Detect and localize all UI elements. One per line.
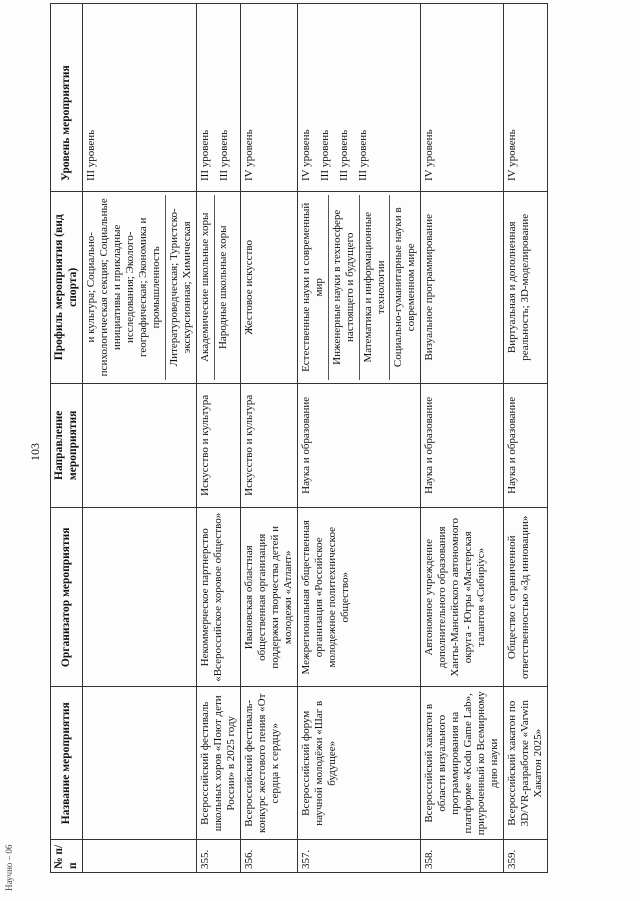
- row-number: 359.: [504, 840, 548, 873]
- profile-cell: [240, 191, 297, 383]
- table-row: [196, 4, 240, 873]
- row-number: 355.: [196, 840, 240, 873]
- level-item: IV уровень: [299, 129, 312, 181]
- table-row: [504, 4, 548, 873]
- table-header-row: [51, 4, 83, 873]
- profile-item: Социально-гуманитарные науки в современном мире: [389, 195, 418, 380]
- row-number: 358.: [421, 840, 504, 873]
- header-direction: Направление мероприятия: [51, 383, 83, 507]
- profile-cell: [421, 191, 504, 383]
- event-direction: Искусство и культура: [240, 383, 297, 507]
- event-direction: Наука и образование: [421, 383, 504, 507]
- level-item: IV уровень: [506, 129, 519, 181]
- profile-cell: [504, 191, 548, 383]
- event-direction: Наука и образование: [297, 383, 421, 507]
- header-num: № п/п: [51, 840, 83, 873]
- level-cell: [83, 4, 197, 192]
- level-item: IV уровень: [423, 129, 436, 181]
- profile-item: Инженерные науки в техносфере настоящего и будущего: [328, 195, 357, 380]
- level-item: III уровень: [217, 129, 230, 181]
- profile-item: Литературоведческая; Туристско-экскурсионная; Химическая: [165, 195, 194, 380]
- level-cell: [421, 4, 504, 192]
- event-name: Всероссийский форум научной молодёжи «Шаг в будущее»: [297, 687, 421, 840]
- profile-item: Жестовое искусство: [242, 240, 255, 335]
- level-item: III уровень: [198, 129, 211, 181]
- profile-cell: [297, 191, 421, 383]
- profile-item: Академические школьные хоры: [198, 212, 211, 362]
- event-organizer: Межрегиональная общественная организация «Российское молодежное политехническое общество»: [297, 508, 421, 687]
- event-name: Всероссийский фестиваль-конкурс жестового пения «От сердца к сердцу»: [240, 687, 297, 840]
- table-row: [421, 4, 504, 873]
- level-cell: [240, 4, 297, 192]
- header-level: Уровень мероприятия: [51, 4, 83, 192]
- event-organizer: Некоммерческое партнерство «Всероссийское хоровое общество»: [196, 508, 240, 687]
- level-item: III уровень: [318, 129, 331, 181]
- profile-item: Математика и информационные технологии: [359, 195, 388, 380]
- events-table: [50, 3, 548, 873]
- header-profile: Профиль мероприятия (вид спорта): [51, 191, 83, 383]
- table-row-continued: [83, 4, 197, 873]
- level-item: III уровень: [337, 129, 350, 181]
- profile-item: Виртуальная и дополненная реальность; 3D-моделирование: [506, 213, 532, 361]
- profile-item: и культура; Социально-психологическая секция; Социальные инициативы и прикладные исследования; Эколого-географическая; Экономика и промышленность: [85, 198, 162, 377]
- header-organizer: Организатор мероприятия: [51, 508, 83, 687]
- event-organizer: Ивановская областная общественная организация поддержки творчества детей и молодежи «Атлант»: [240, 508, 297, 687]
- row-number: 357.: [297, 840, 421, 873]
- profile-item: Естественные науки и современный мир: [299, 202, 325, 372]
- event-organizer: Общество с ограниченной ответственностью «Зд инновации»: [504, 508, 548, 687]
- table-row: [297, 4, 421, 873]
- table-row: [240, 4, 297, 873]
- event-direction: Искусство и культура: [196, 383, 240, 507]
- footer-note: Научно – 06: [4, 844, 14, 891]
- level-item: III уровень: [356, 129, 369, 181]
- level-item: IV уровень: [242, 129, 255, 181]
- profile-cell: [196, 191, 240, 383]
- event-name: Всероссийский хакатон по 3D/VR-разработке «Varwin Хакатон 2025»: [504, 687, 548, 840]
- profile-cell: [83, 191, 197, 383]
- level-cell: [297, 4, 421, 192]
- level-cell: [504, 4, 548, 192]
- level-cell: [196, 4, 240, 192]
- event-name: Всероссийский хакатон в области визуального программирования на платформе «Kodu Game Lab», приуроченный ко Всемирному дню науки: [421, 687, 504, 840]
- row-number: 356.: [240, 840, 297, 873]
- level-item: III уровень: [85, 129, 98, 181]
- header-name: Название мероприятия: [51, 687, 83, 840]
- table-body: [83, 4, 548, 873]
- event-organizer: Автономное учреждение дополнительного образования Ханты-Мансийского автономного округа - Югры «Мастерская талантов «Сибирiус»: [421, 508, 504, 687]
- event-name: Всероссийский фестиваль школьных хоров «Поют дети России» в 2025 году: [196, 687, 240, 840]
- profile-item: Народные школьные хоры: [214, 195, 230, 380]
- event-direction: Наука и образование: [504, 383, 548, 507]
- page-number: 103: [28, 443, 42, 461]
- profile-item: Визуальное программирование: [423, 214, 436, 361]
